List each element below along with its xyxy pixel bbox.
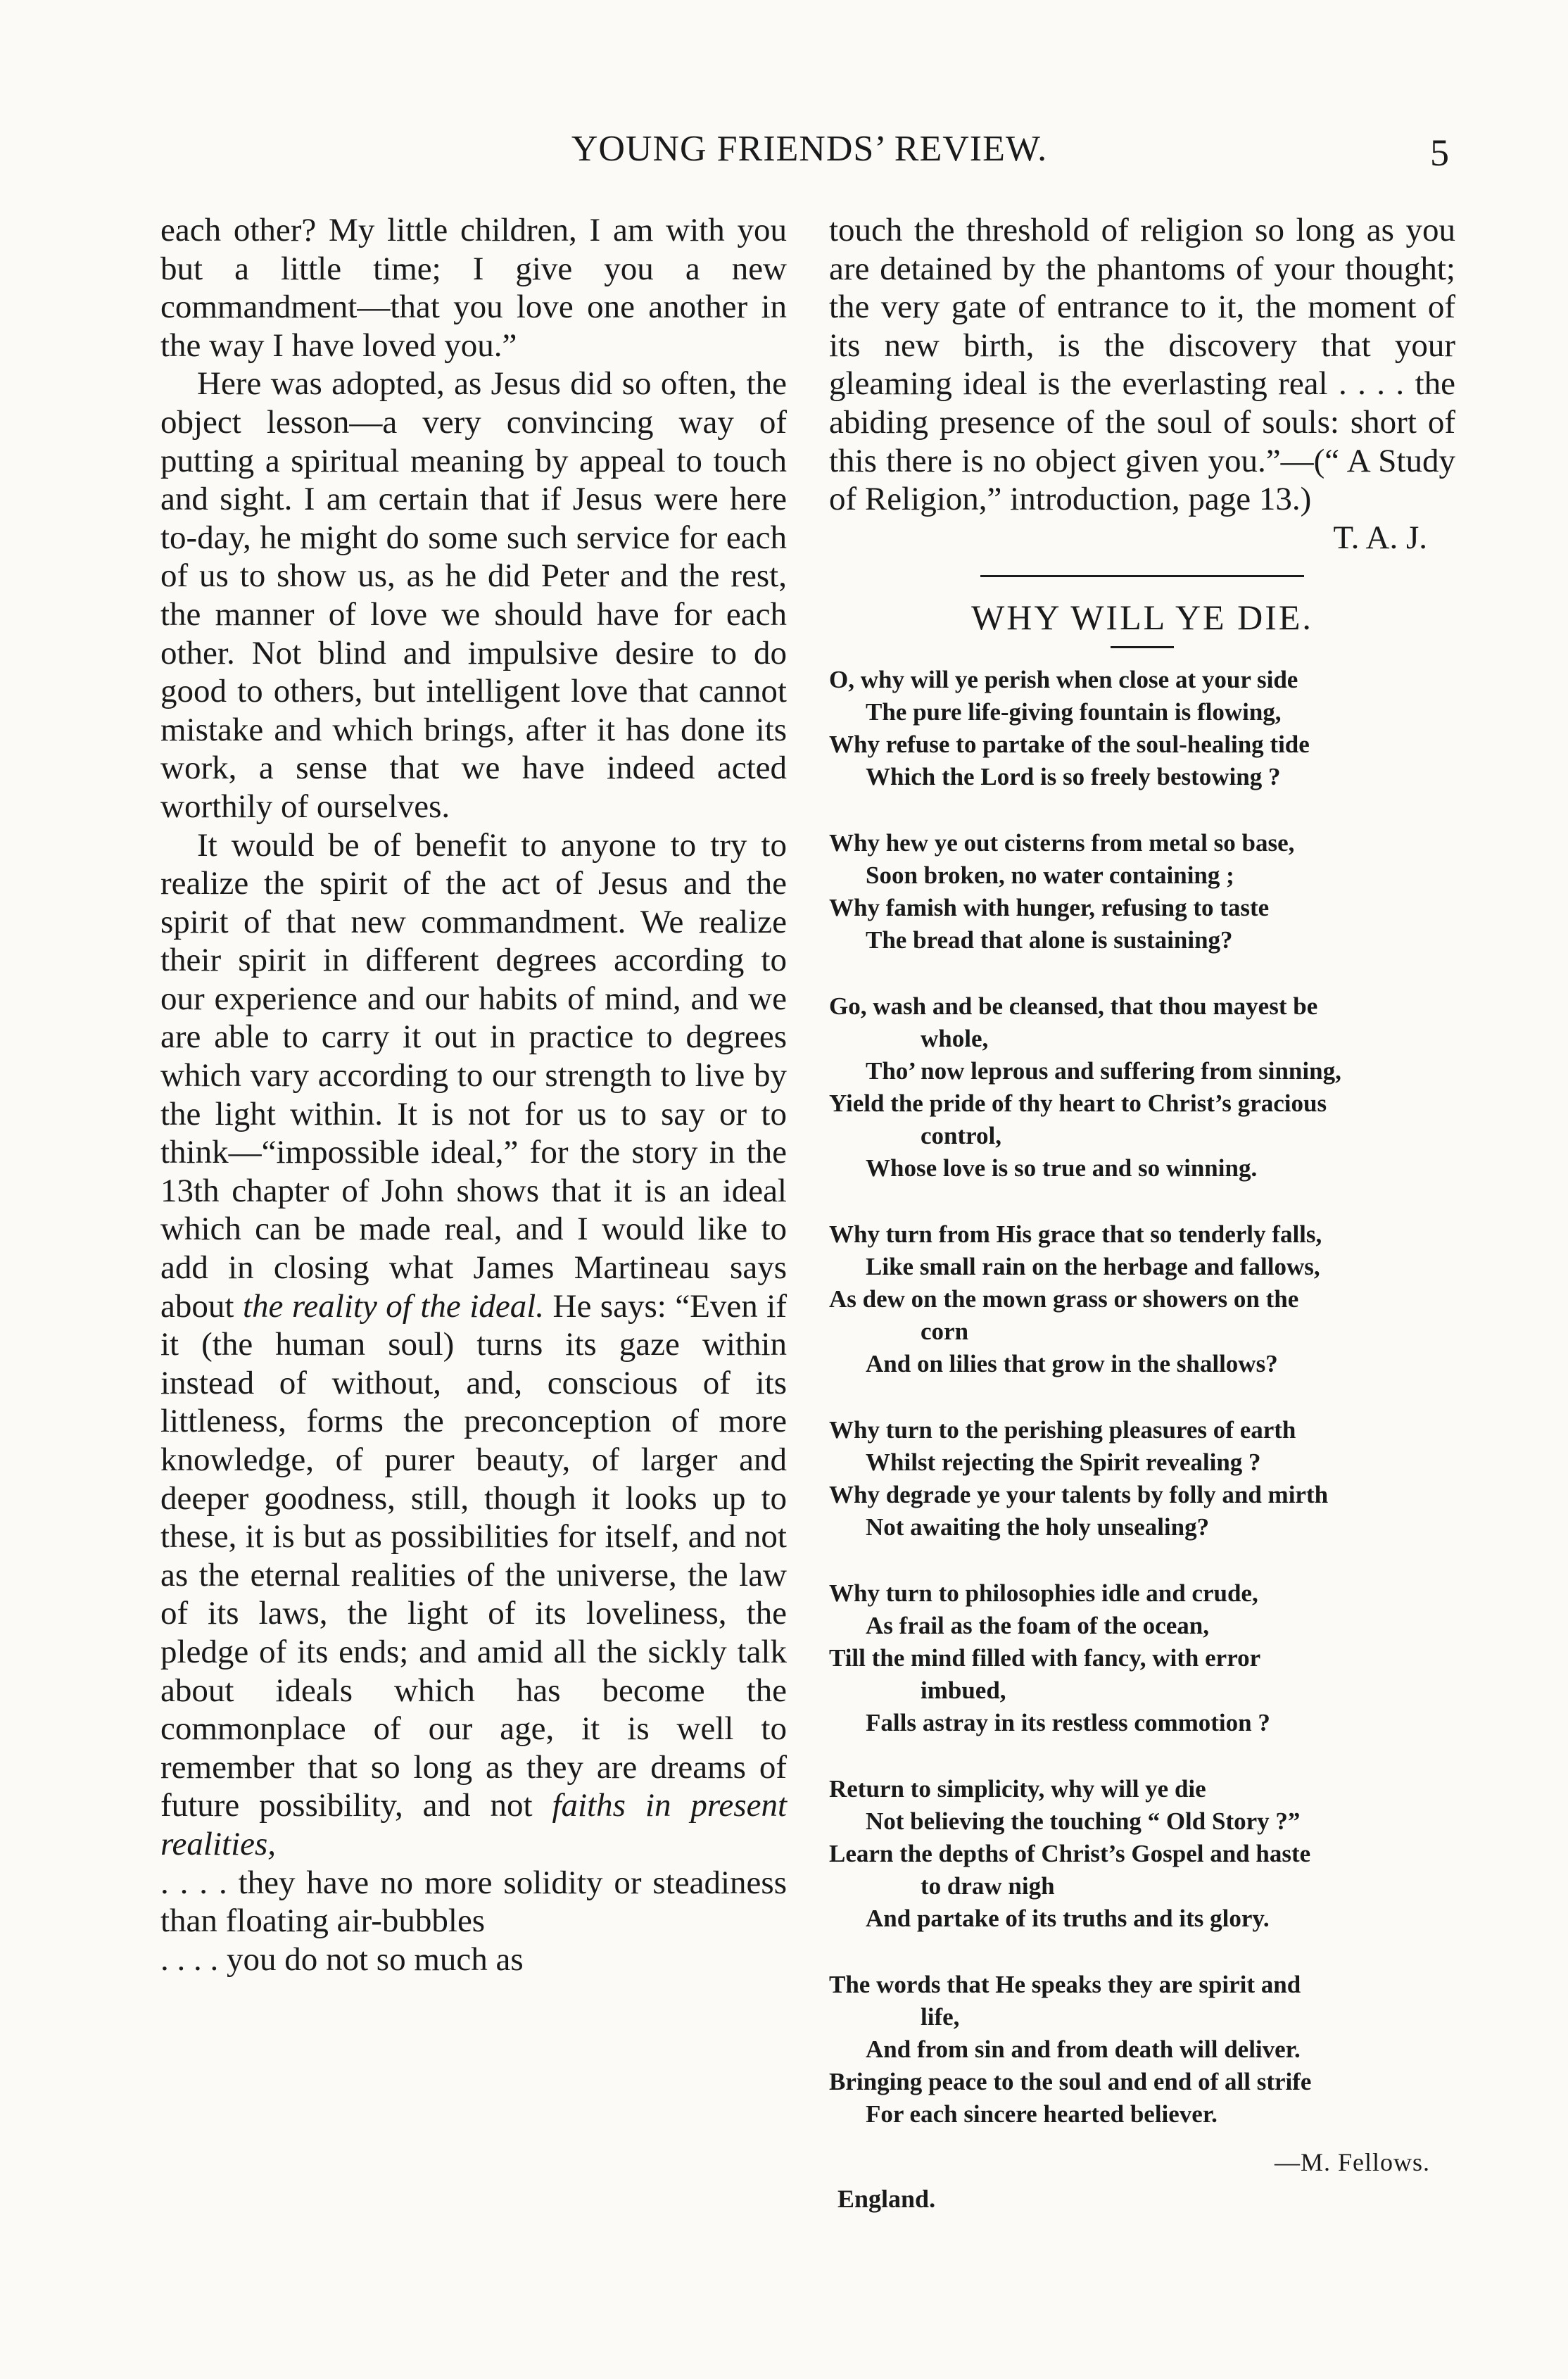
paragraph-3-text-a: It would be of benefit to anyone to try to realize the spirit of the act of Jesus and the spirit of that new commandment. We realize their spirit in different degrees according to our experience and our habits of mind, and we are able to carry it out in practice to degrees which vary according to our strength to live by the light within. It is not for us to say or to think—“impossible ideal,” for the story in the 13th chapter of John shows that it is an ideal which can be made real, and I would like to add in closing what James Martineau says about [160, 826, 787, 1325]
poem-stanza [829, 1969, 1455, 2131]
poem-line: whole, [921, 1024, 989, 1052]
poem-author: —M. Fellows. [1274, 2147, 1430, 2176]
emphasis-faiths-in-present-realities: faiths in present realities, [160, 1787, 788, 1862]
poem-line: And partake of its truths and its glory. [866, 1904, 1270, 1932]
poem-line: Whose love is so true and so winning. [866, 1154, 1258, 1182]
poem-line: The bread that alone is sustaining? [866, 926, 1233, 954]
poem-stanza [829, 664, 1455, 793]
title-rule [1111, 646, 1174, 648]
poem-line: Why turn to philosophies idle and crude, [829, 1579, 1258, 1607]
paragraph-3-text-b: He says: “Even if it (the human soul) turns its gaze within instead of without, and, conscious of its littleness, forms the preconception of more knowledge, of purer beauty, of larger and deeper goodness, still, though it looks up to these, it is but as possibilities for itself, and not as the eternal realities of the universe, the law of its laws, the light of its loveliness, the pledge of its ends; and amid all the sickly talk about ideals which has become the commonplace of our age, it is well to remember that so long as they are dreams of future possibility, and not [160, 1287, 788, 1824]
poem-title: WHY WILL YE DIE. [971, 597, 1313, 637]
paragraph-3-line-a: . . . . they have no more solidity or steadiness than floating air-bubbles [160, 1864, 787, 1940]
poem-stanza [829, 990, 1455, 1185]
left-column [160, 211, 787, 1979]
poem-line: Go, wash and be cleansed, that thou mayest be [829, 992, 1318, 1020]
poem-line: Why refuse to partake of the soul-healing tide [829, 730, 1310, 758]
poem-line: And from sin and from death will deliver. [866, 2035, 1301, 2063]
poem-line: Which the Lord is so freely bestowing ? [866, 762, 1281, 790]
poem-place: England. [837, 2184, 936, 2213]
emphasis-reality-of-ideal: the reality of the ideal. [242, 1287, 545, 1325]
poem-stanza [829, 1218, 1455, 1380]
running-title: YOUNG FRIENDS’ REVIEW. [571, 129, 1048, 169]
poem-line: Not believing the touching “ Old Story ?” [866, 1807, 1301, 1835]
poem-line: to draw nigh [921, 1872, 1055, 1900]
poem-line: Why turn to the perishing pleasures of earth [829, 1415, 1296, 1444]
right-column [829, 211, 1455, 2214]
poem-line: Bringing peace to the soul and end of all strife [829, 2067, 1312, 2095]
poem-stanza [829, 1414, 1455, 1544]
poem-line: As dew on the mown grass or showers on the [829, 1285, 1299, 1313]
poem-stanza [829, 1773, 1455, 1935]
poem-line: Tho’ now leprous and suffering from sinning, [866, 1056, 1341, 1085]
paragraph-1: each other? My little children, I am with you but a little time; I give you a new commandment—that you love one another in the way I have loved you.” [160, 212, 787, 364]
poem-line: The pure life-giving fountain is flowing, [866, 698, 1282, 726]
poem-line: life, [921, 2002, 960, 2031]
quotation-continuation: touch the threshold of religion so long as you are detained by the phantoms of your thought; the very gate of entrance to it, the moment of its new birth, is the discovery that your gleaming ideal is the everlasting real . . . . the abiding presence of the soul of souls: short of this there is no object given you.”—(“ A Study of Religion,” introduction, page 13.) [829, 212, 1455, 518]
poem-line: Like small rain on the herbage and fallows, [866, 1252, 1320, 1280]
poem-line: O, why will ye perish when close at your side [829, 665, 1298, 693]
poem-line: Learn the depths of Christ’s Gospel and haste [829, 1839, 1311, 1867]
poem-line: And on lilies that grow in the shallows? [866, 1349, 1278, 1377]
poem-line: control, [921, 1121, 1002, 1149]
poem-stanza [829, 1577, 1455, 1739]
poem-line: imbued, [921, 1676, 1006, 1704]
paragraph-3-line-b: . . . . you do not so much as [160, 1941, 524, 1978]
poem-stanza [829, 827, 1455, 957]
poem-line: Why famish with hunger, refusing to taste [829, 893, 1270, 921]
page-number: 5 [1430, 132, 1449, 174]
poem-line: Why turn from His grace that so tenderly falls, [829, 1220, 1322, 1248]
paragraph-3 [160, 826, 787, 1864]
poem-line: As frail as the foam of the ocean, [866, 1611, 1209, 1639]
poem-line: Whilst rejecting the Spirit revealing ? [866, 1448, 1261, 1476]
page-header [0, 128, 1568, 184]
paragraph-2: Here was adopted, as Jesus did so often, the object lesson—a very convincing way of putting a spiritual meaning by appeal to touch and sight. I am certain that if Jesus were here to-day, he might do some such service for each of us to show us, as he did Peter and the rest, the manner of love we should have for each other. Not blind and impulsive desire to do good to others, but intelligent love that cannot mistake and which brings, after it has done its work, a sense that we have indeed acted worthily of ourselves. [160, 365, 787, 825]
poem-line: Yield the pride of thy heart to Christ’s gracious [829, 1089, 1327, 1117]
poem-line: Why hew ye out cisterns from metal so base, [829, 828, 1295, 857]
poem-line: For each sincere hearted believer. [866, 2100, 1218, 2128]
poem-line: Not awaiting the holy unsealing? [866, 1513, 1210, 1541]
poem-line: The words that He speaks they are spirit and [829, 1970, 1301, 1998]
poem-line: Soon broken, no water containing ; [866, 861, 1234, 889]
poem-line: Falls astray in its restless commotion ? [866, 1708, 1270, 1736]
poem-line: corn [921, 1317, 969, 1345]
poem-line: Return to simplicity, why will ye die [829, 1774, 1206, 1803]
poem-line: Till the mind filled with fancy, with error [829, 1643, 1261, 1672]
poem-line: Why degrade ye your talents by folly and mirth [829, 1480, 1329, 1508]
article-initials: T. A. J. [1333, 519, 1427, 556]
section-divider [980, 575, 1304, 577]
